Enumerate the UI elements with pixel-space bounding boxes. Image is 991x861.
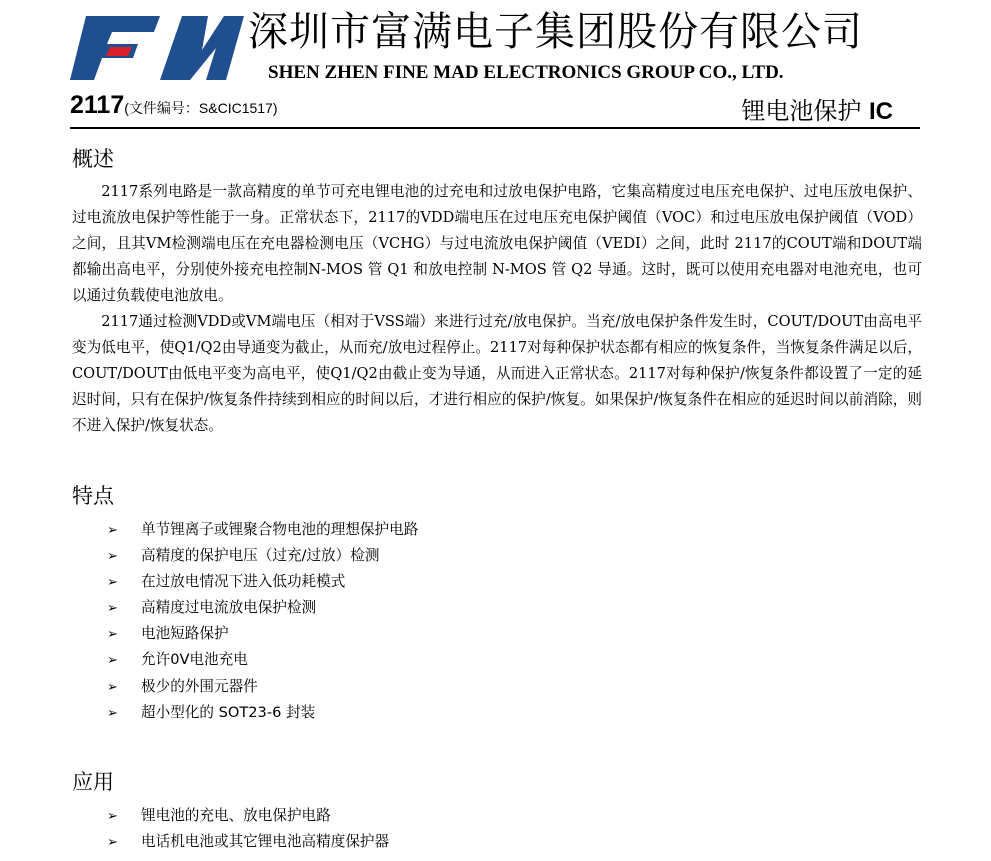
list-item: ➢ 在过放电情况下进入低功耗模式 [107,569,418,595]
list-item: ➢ 超小型化的 SOT23-6 封装 [107,700,418,726]
company-logo [68,12,244,82]
document-number: (文件编号：S&CIC1517) [124,100,278,116]
overview-body [72,179,922,439]
product-title-ic: IC [869,98,893,125]
list-item: ➢ 允许0V电池充电 [107,647,418,673]
overview-paragraph: 2117系列电路是一款高精度的单节可充电锂电池的过充电和过放电保护电路，它集高精度过电压充电保护、过电压放电保护、过电流放电保护等性能于一身。正常状态下，2117的VDD端电压在过电压充电保护阈值（VOC）和过电压放电保护阈值（VOD）之间，且其VM检测端电压在充电器检测电压（VCHG）与过电流放电保护阈值（VEDI）之间，此时 2117的COUT端和DOUT端都输出高电平，分别使外接充电控制N-MOS 管 Q1 和放电控制 N-MOS 管 Q2 导通。这时，既可以使用充电器对电池充电，也可以通过负载使电池放电。 [72,183,922,304]
arrow-bullet-icon: ➢ [107,835,118,851]
features-list [107,517,418,726]
overview-heading: 概述 [72,147,114,171]
company-name-en: SHEN ZHEN FINE MAD ELECTRONICS GROUP CO., LTD. [268,62,784,83]
arrow-bullet-icon: ➢ [107,523,118,538]
arrow-bullet-icon: ➢ [107,653,118,669]
list-item: ➢ 电话机电池或其它锂电池高精度保护器 [107,829,389,855]
arrow-bullet-icon: ➢ [107,705,118,721]
features-heading: 特点 [72,484,114,508]
list-item: ➢ 极少的外围元器件 [107,674,418,700]
arrow-bullet-icon: ➢ [107,549,118,565]
company-name-cn: 深圳市富满电子集团股份有限公司 [248,9,863,55]
arrow-bullet-icon: ➢ [107,679,118,695]
document-id-line [70,91,278,120]
list-item: ➢ 高精度的保护电压（过充/过放）检测 [107,543,418,569]
part-number: 2117 [70,91,125,119]
list-item: ➢ 高精度过电流放电保护检测 [107,595,418,621]
header-divider [70,127,920,129]
product-title [741,91,893,126]
applications-list [107,803,389,855]
arrow-bullet-icon: ➢ [107,627,118,643]
list-item: ➢ 电池短路保护 [107,621,418,647]
arrow-bullet-icon: ➢ [107,601,118,617]
overview-paragraph: 2117通过检测VDD或VM端电压（相对于VSS端）来进行过充/放电保护。当充/放电保护条件发生时，COUT/DOUT由高电平变为低电平，使Q1/Q2由导通变为截止，从而充/放电过程停止。2117对每种保护状态都有相应的恢复条件，当恢复条件满足以后，COUT/DOUT由低电平变为高电平，使Q1/Q2由截止变为导通，从而进入正常状态。2117对每种保护/恢复条件都设置了一定的延迟时间，只有在保护/恢复条件持续到相应的时间以后，才进行相应的保护/恢复。如果保护/恢复条件在相应的延迟时间以前消除，则不进入保护/恢复状态。 [72,313,922,434]
list-item: ➢ 单节锂离子或锂聚合物电池的理想保护电路 [107,517,418,543]
arrow-bullet-icon: ➢ [107,809,118,824]
product-title-cn: 锂电池保护 [741,97,869,125]
applications-heading: 应用 [72,770,114,794]
arrow-bullet-icon: ➢ [107,575,118,591]
list-item: ➢ 锂电池的充电、放电保护电路 [107,803,389,829]
